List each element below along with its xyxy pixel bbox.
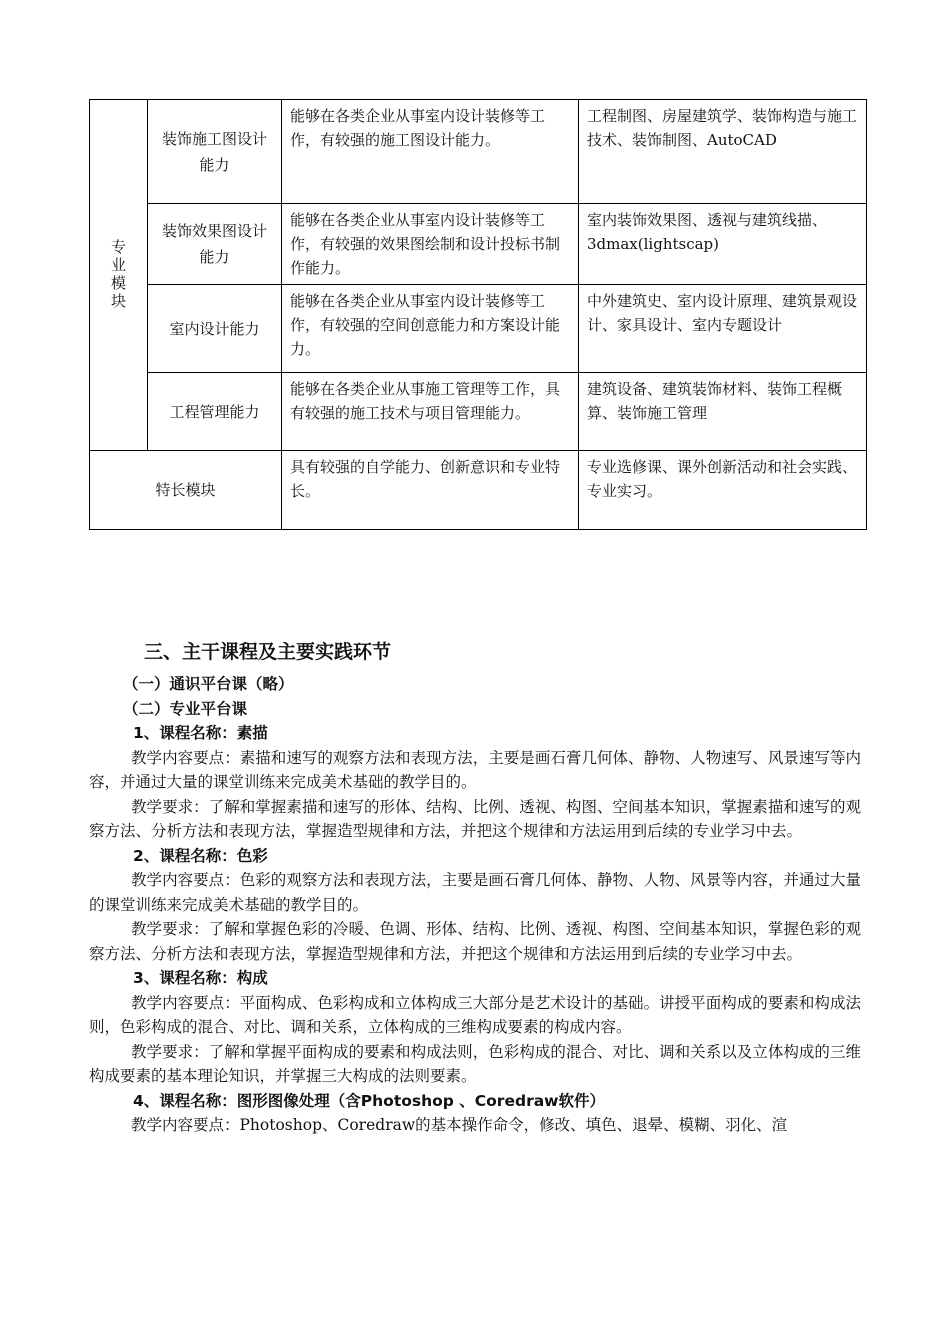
goal-cell: 具有较强的自学能力、创新意识和专业特长。 [282,451,579,530]
course-content-composition: 教学内容要点：平面构成、色彩构成和立体构成三大部分是艺术设计的基础。讲授平面构成的要素和构成法则，色彩构成的混合、对比、调和关系，立体构成的三维构成要素的构成内容。 [89,993,861,1036]
section-title: 三、主干课程及主要实践环节 [144,641,392,663]
courses-cell: 建筑设备、建筑装饰材料、装饰工程概算、装饰施工管理 [579,373,867,451]
courses-cell: 室内装饰效果图、透视与建筑线描、3dmax(lightscap) [579,204,867,285]
course-content-sketch: 教学内容要点：素描和速写的观察方法和表现方法，主要是画石膏几何体、静物、人物速写、风景速写等内容，并通过大量的课堂训练来完成美术基础的教学目的。 [89,748,861,791]
group-label: 专业模块 [110,237,126,310]
goal-cell: 能够在各类企业从事施工管理等工作，具有较强的施工技术与项目管理能力。 [282,373,579,451]
course-req-color: 教学要求：了解和掌握色彩的冷暖、色调、形体、结构、比例、透视、构图、空间基本知识，掌握色彩的观察方法、分析方法和表现方法，掌握造型规律和方法，并把这个规律和方法运用到后续的专业学习中去。 [89,920,861,963]
ability-cell: 装饰效果图设计能力 [148,204,282,285]
ability-cell: 室内设计能力 [148,285,282,373]
course-title-color: 2、课程名称：色彩 [133,846,268,865]
special-label-cell: 特长模块 [90,451,282,530]
group-cell [90,100,148,451]
course-req-composition: 教学要求：了解和掌握平面构成的要素和构成法则，色彩构成的混合、对比、调和关系以及立体构成的三维构成要素的基本理论知识，并掌握三大构成的法则要素。 [89,1042,861,1085]
section-content [89,632,861,1138]
courses-cell: 中外建筑史、室内设计原理、建筑景观设计、家具设计、室内专题设计 [579,285,867,373]
module-table [89,99,867,530]
course-content-color: 教学内容要点：色彩的观察方法和表现方法，主要是画石膏几何体、静物、人物、风景等内容，并通过大量的课堂训练来完成美术基础的教学目的。 [89,871,861,914]
table-row [90,285,867,373]
course-title-graphics: 4、课程名称：图形图像处理（含Photoshop 、Coredraw软件） [133,1091,605,1110]
table-row [90,373,867,451]
table-row [90,204,867,285]
course-content-graphics: 教学内容要点：Photoshop、Coredraw的基本操作命令，修改、填色、退晕、模糊、羽化、渲 [131,1116,788,1134]
table-row [90,451,867,530]
courses-cell: 专业选修课、课外创新活动和社会实践、专业实习。 [579,451,867,530]
subsection-general: （一）通识平台课（略） [123,675,294,693]
course-title-sketch: 1、课程名称：素描 [133,724,268,742]
subsection-professional: （二）专业平台课 [123,699,248,718]
courses-cell: 工程制图、房屋建筑学、装饰构造与施工技术、装饰制图、AutoCAD [579,100,867,204]
goal-cell: 能够在各类企业从事室内设计装修等工作，有较强的空间创意能力和方案设计能力。 [282,285,579,373]
ability-cell: 工程管理能力 [148,373,282,451]
course-title-composition: 3、课程名称：构成 [133,969,268,987]
ability-cell: 装饰施工图设计能力 [148,100,282,204]
course-req-sketch: 教学要求：了解和掌握素描和速写的形体、结构、比例、透视、构图、空间基本知识，掌握素描和速写的观察方法、分析方法和表现方法，掌握造型规律和方法，并把这个规律和方法运用到后续的专业学习中去。 [89,797,861,840]
goal-cell: 能够在各类企业从事室内设计装修等工作，有较强的施工图设计能力。 [282,100,579,204]
table-row [90,100,867,204]
goal-cell: 能够在各类企业从事室内设计装修等工作，有较强的效果图绘制和设计投标书制作能力。 [282,204,579,285]
